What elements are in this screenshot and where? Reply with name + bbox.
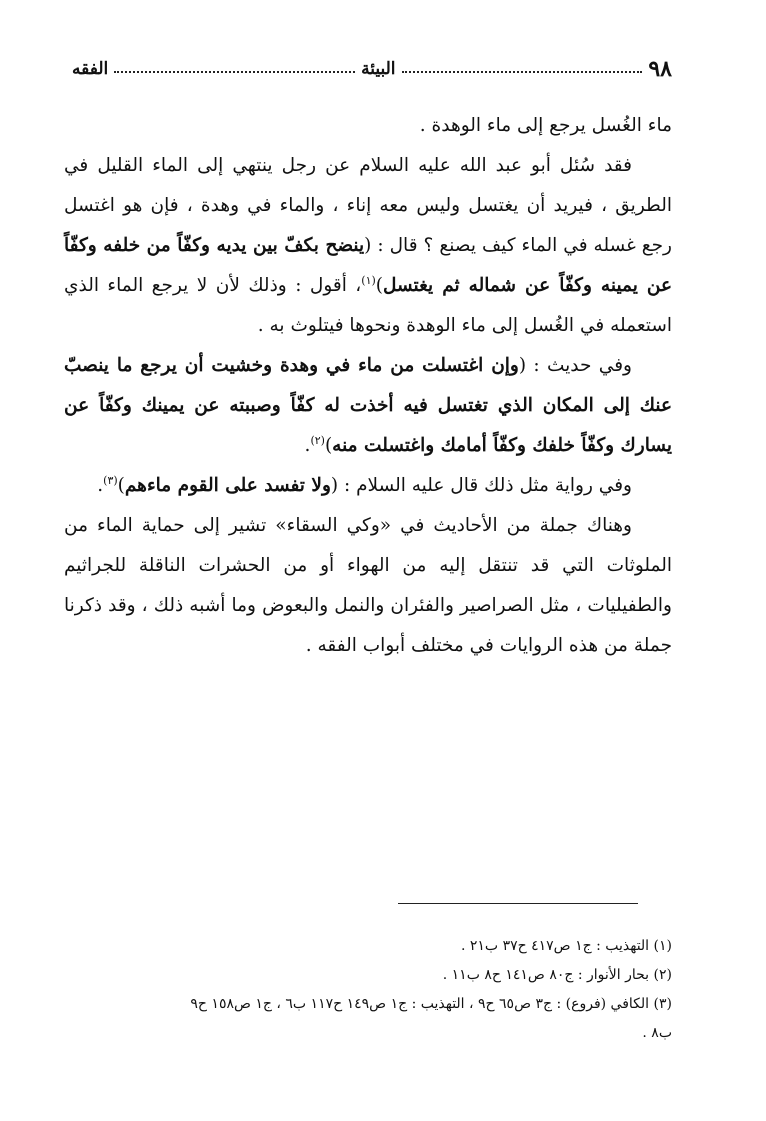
quote-close: ) [117,475,125,496]
paragraph-2 [64,146,672,346]
page-number: ٩٨ [648,56,672,82]
quote-close: ) [375,275,384,296]
sentence-end: . [97,475,104,496]
footnote-ref-3: (٣) [103,473,118,487]
paragraph-4-intro: وفي رواية مثل ذلك قال عليه السلام : ( [330,475,632,496]
footnotes [64,932,672,1048]
hadith-quote-2: وإن اغتسلت من ماء في وهدة وخشيت أن يرجع ما ينصبّ عنك إلى المكان الذي تغتسل فيه أخذت له كفّاً وصببته عن يمينك وكفّاً عن يسارك وكفّاً خلفك وكفّاً أمامك واغتسلت منه [64,355,672,456]
hadith-quote-1: ينضح بكفّ بين يديه وكفّاً من خلفه وكفّاً عن يمينه وكفّاً عن شماله ثم يغتسل [64,235,672,296]
footnote-2: (٢) بحار الأنوار : ج٨٠ ص١٤١ ح٨ ب١١ . [442,967,672,983]
paragraph-3 [64,346,672,466]
quote-close: ) [324,435,333,456]
chapter-title: البيئة [361,59,396,79]
paragraph-2-text: فقد سُئل أبو عبد الله عليه السلام عن رجل ينتهي إلى الماء القليل في الطريق ، فيريد أن يغتسل وليس معه إناء ، والماء في وهدة ، فإن هو اغتسل رجع غسله في الماء كيف يصنع ؟ قال : ( [64,155,672,256]
paragraph-4 [64,466,672,506]
paragraph-3-intro: وفي حديث : ( [518,355,632,376]
sentence-end: . [304,435,311,456]
footnote-1: (١) التهذيب : ج١ ص٤١٧ ح٣٧ ب٢١ . [460,938,672,954]
footnote-ref-2: (٢) [310,433,325,447]
paragraph-2-tail: ، أقول : وذلك لأن لا يرجع الماء الذي استعمله في الغُسل إلى ماء الوهدة ونحوها فيتلوث به . [64,275,672,336]
main-text [64,106,672,666]
hadith-quote-3: ولا تفسد على القوم ماءهم [124,475,331,496]
paragraph-1: ماء الغُسل يرجع إلى ماء الوهدة . [419,115,672,136]
header-leader-dots [402,61,643,73]
footnote-separator [398,903,638,904]
running-header [72,54,672,84]
footnote-ref-1: (١) [361,273,376,287]
paragraph-5: وهناك جملة من الأحاديث في «وكي السقاء» تشير إلى حماية الماء من الملوثات التي قد تنتقل إليه من الهواء أو من الحشرات الناقلة للجراثيم والطفيليات ، مثل الصراصير والفئران والنمل والبعوض وما أشبه ذلك ، وقد ذكرنا جملة من هذه الروايات في مختلف أبواب الفقه . [64,515,672,656]
footnote-3-continued: ب٨ . [642,1025,672,1041]
book-title: الفقه [72,59,109,79]
footnote-3: (٣) الكافي (فروع) : ج٣ ص٦٥ ح٩ ، التهذيب : ج١ ص١٤٩ ح١١٧ ب٦ ، ج١ ص١٥٨ ح٩ [190,996,672,1012]
header-leader-dots [114,61,355,73]
